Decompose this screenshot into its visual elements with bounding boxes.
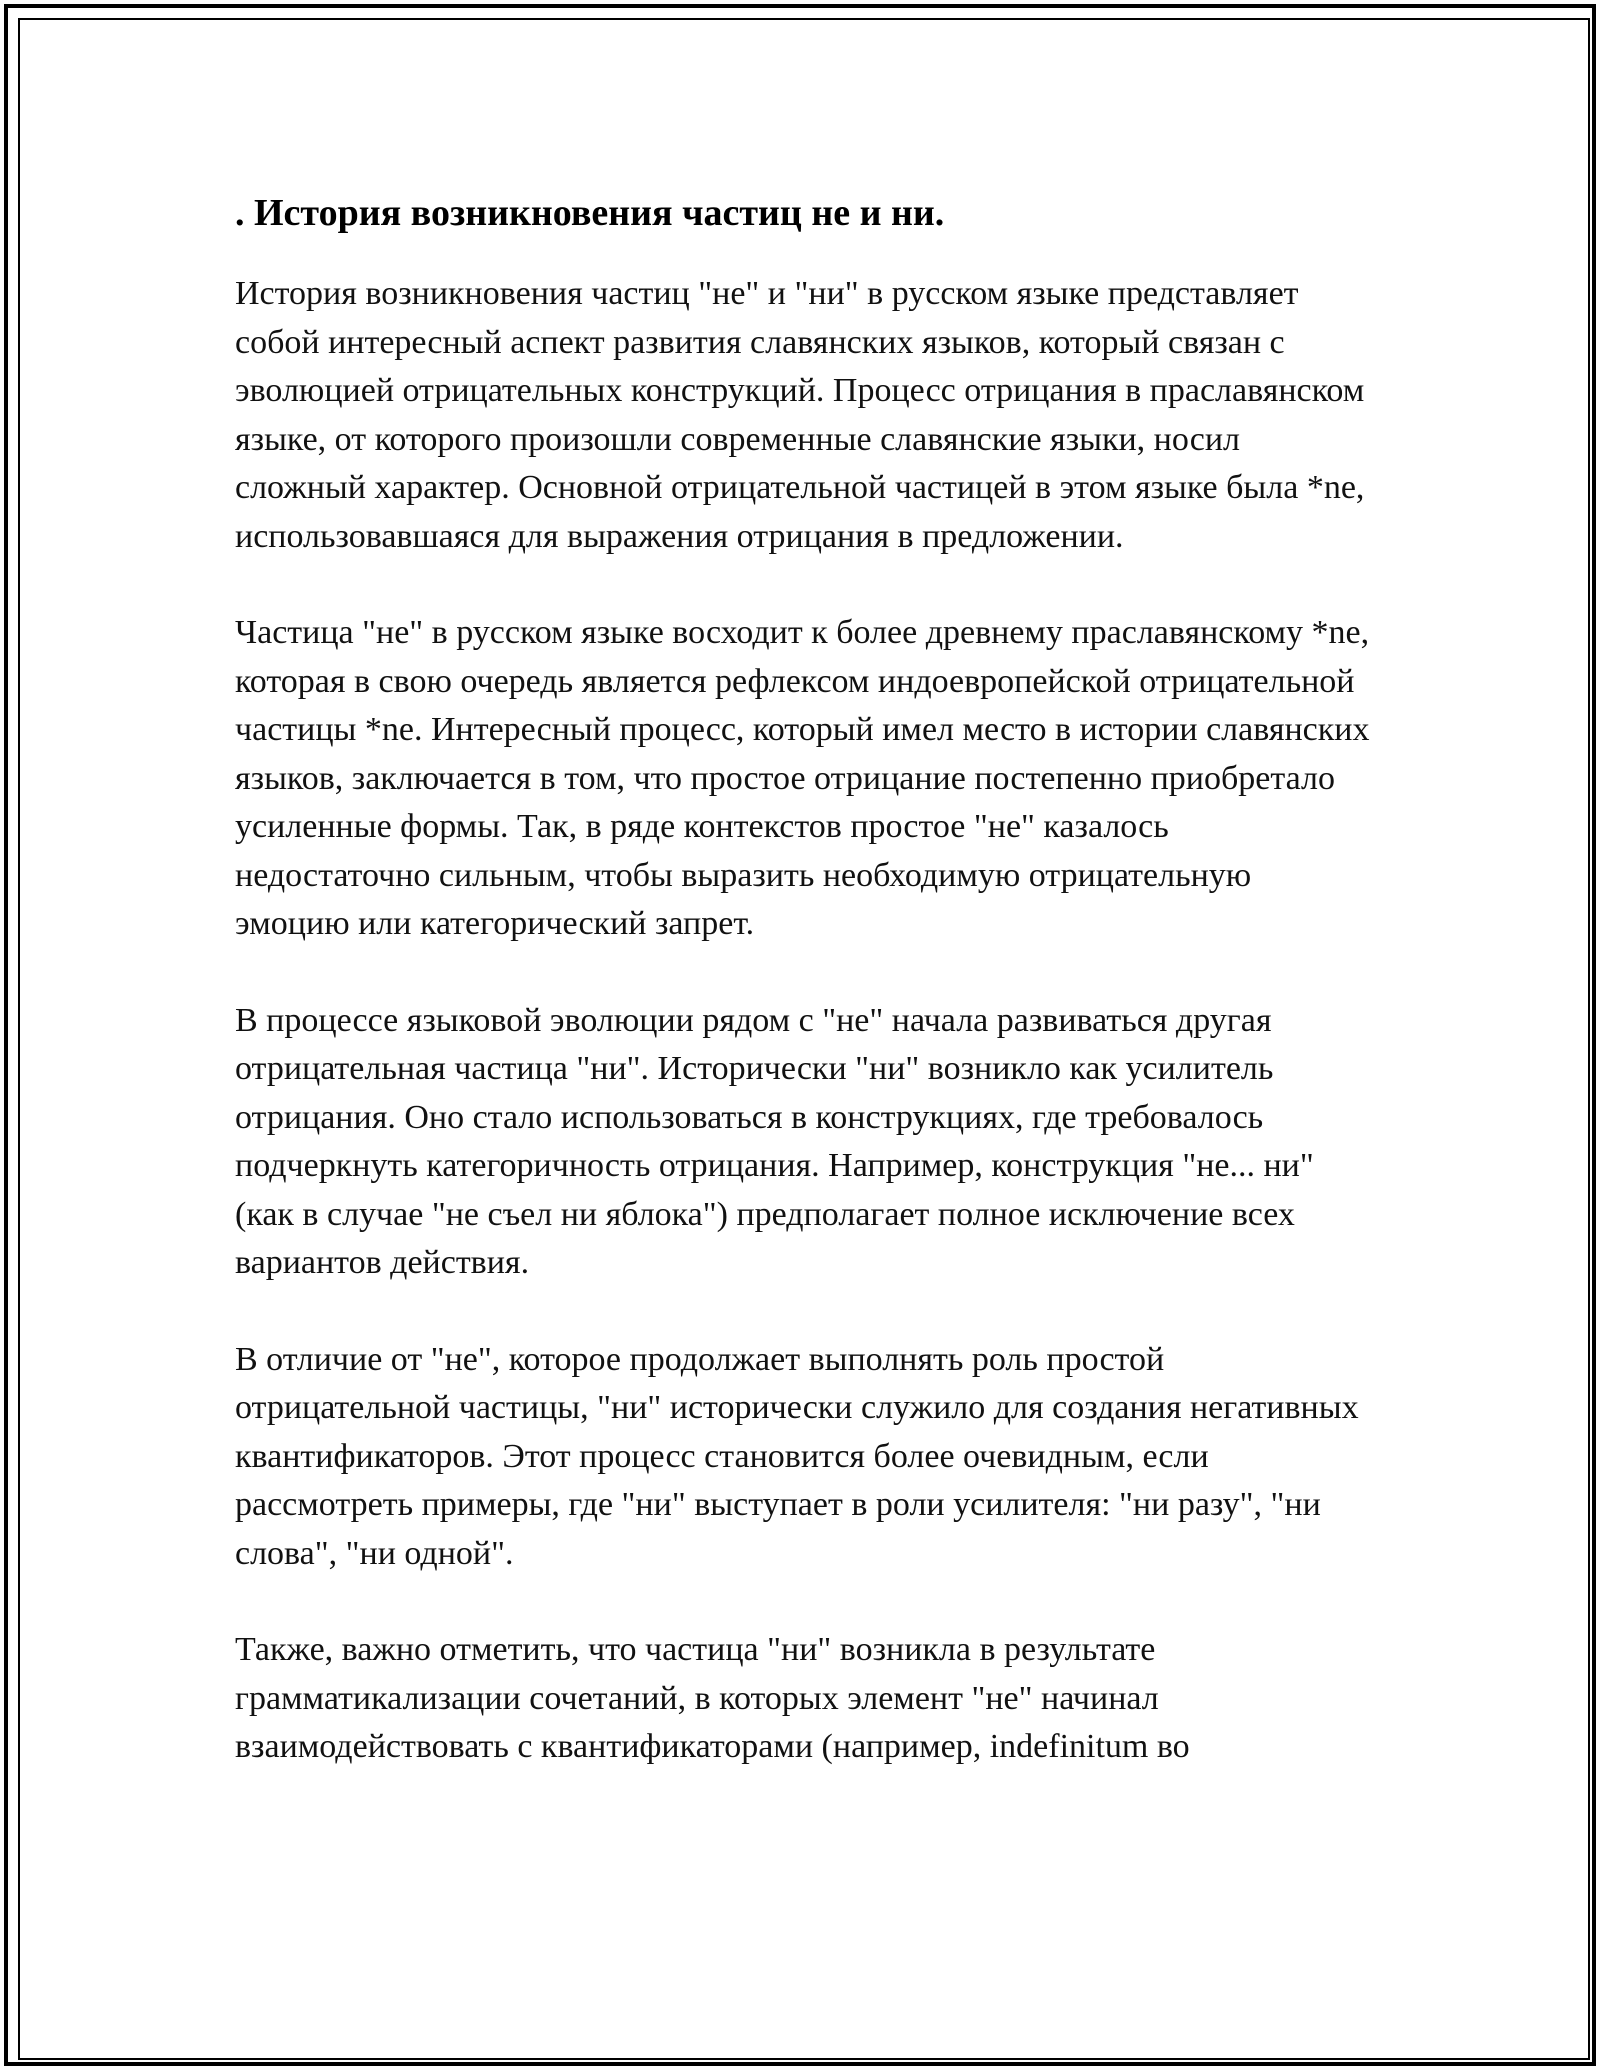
paragraph-2: Частица "не" в русском языке восходит к более древнему праславянскому *ne, которая в свою очередь является рефлексом индоевропейской отрицательной частицы *ne. Интересный процесс, который имел место в истории славянских языков, заключается в том, что простое отрицание постепенно приобретало усиленные формы. Так, в ряде контекстов простое "не" казалось недостаточно сильным, чтобы выразить необходимую отрицательную эмоцию или категорический запрет. [235, 614, 1370, 942]
paragraph-3: В процессе языковой эволюции рядом с "не" начала развиваться другая отрицательная частица "ни". Исторически "ни" возникло как усилитель отрицания. Оно стало использоваться в конструкциях, где требовалось подчеркнуть категоричность отрицания. Например, конструкция "не... ни" (как в случае "не съел ни яблока") предполагает полное исключение всех вариантов действия. [235, 1001, 1314, 1281]
paragraph-4: В отличие от "не", которое продолжает выполнять роль простой отрицательной частицы, "ни" исторически служило для создания негативных квантификаторов. Этот процесс становится более очевидным, если рассмотреть примеры, где "ни" выступает в роли усилителя: "ни разу", "ни слова", "ни одной". [235, 1340, 1359, 1572]
paragraph-1: История возникновения частиц "не" и "ни" в русском языке представляет собой интересный аспект развития славянских языков, который связан с эволюцией отрицательных конструкций. Процесс отрицания в праславянском языке, от которого произошли современные славянские языки, носил сложный характер. Основной отрицательной частицей в этом языке была *ne, использовавшаяся для выражения отрицания в предложении. [235, 275, 1365, 555]
paragraph-5: Также, важно отметить, что частица "ни" возникла в результате грамматикализации сочетаний, в которых элемент "не" начинал взаимодействовать с квантификаторами (например, indefinitum во [235, 1631, 1190, 1765]
document-body [235, 186, 1370, 1820]
section-heading: . История возникновения частиц не и ни. [235, 192, 945, 234]
